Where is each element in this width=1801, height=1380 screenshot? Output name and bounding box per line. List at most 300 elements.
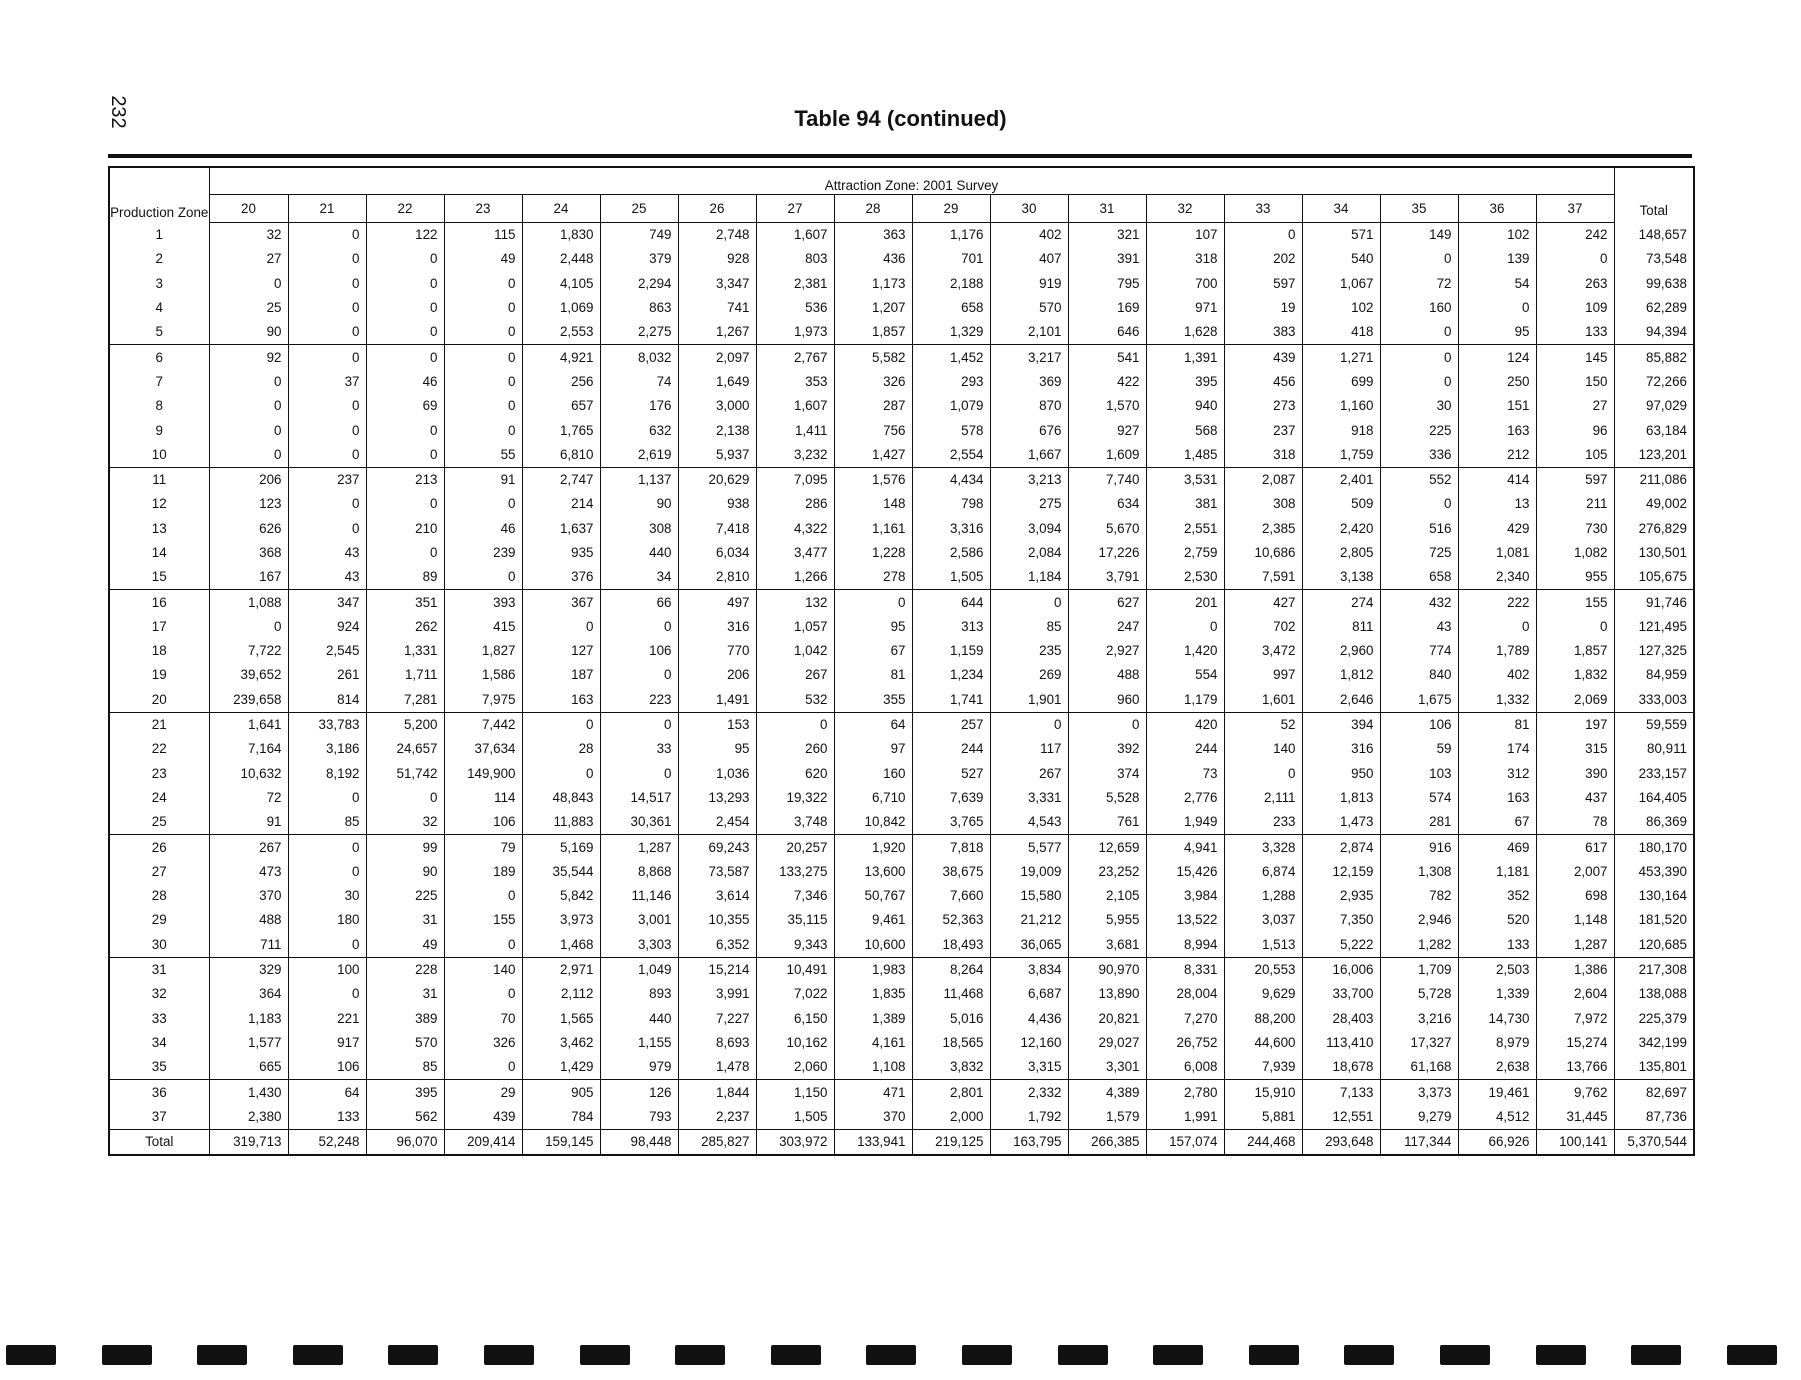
- value-cell: 532: [756, 688, 834, 713]
- value-cell: 106: [600, 639, 678, 663]
- value-cell: 107: [1146, 223, 1224, 248]
- value-cell: 97: [834, 737, 912, 761]
- total-cell: 100,141: [1536, 1129, 1614, 1155]
- value-cell: 4,543: [990, 810, 1068, 835]
- value-cell: 145: [1536, 345, 1614, 370]
- value-cell: 5,016: [912, 1007, 990, 1031]
- value-cell: 469: [1458, 835, 1536, 860]
- value-cell: 11,146: [600, 884, 678, 908]
- production-zone-cell: 36: [109, 1080, 209, 1105]
- production-zone-cell: 12: [109, 492, 209, 516]
- value-cell: 1,183: [209, 1007, 288, 1031]
- production-zone-cell: 11: [109, 467, 209, 492]
- production-zone-cell: 32: [109, 982, 209, 1006]
- value-cell: 473: [209, 860, 288, 884]
- value-cell: 562: [366, 1105, 444, 1130]
- value-cell: 1,983: [834, 957, 912, 982]
- value-cell: 49: [444, 247, 522, 271]
- value-cell: 597: [1536, 467, 1614, 492]
- value-cell: 318: [1224, 443, 1302, 468]
- value-cell: 2,380: [209, 1105, 288, 1130]
- total-cell: 219,125: [912, 1129, 990, 1155]
- value-cell: 1,079: [912, 394, 990, 418]
- value-cell: 4,436: [990, 1007, 1068, 1031]
- value-cell: 123: [209, 492, 288, 516]
- value-cell: 2,554: [912, 443, 990, 468]
- value-cell: 95: [1458, 320, 1536, 345]
- value-cell: 155: [444, 908, 522, 932]
- table-row: [109, 370, 1694, 394]
- value-cell: 9,762: [1536, 1080, 1614, 1105]
- value-cell: 0: [366, 418, 444, 442]
- value-cell: 99,638: [1614, 272, 1694, 296]
- value-cell: 2,551: [1146, 517, 1224, 541]
- value-cell: 2,805: [1302, 541, 1380, 565]
- value-cell: 81: [834, 663, 912, 687]
- value-cell: 235: [990, 639, 1068, 663]
- value-cell: 267: [756, 663, 834, 687]
- value-cell: 2,087: [1224, 467, 1302, 492]
- value-cell: 61,168: [1380, 1055, 1458, 1080]
- value-cell: 122: [366, 223, 444, 248]
- value-cell: 151: [1458, 394, 1536, 418]
- production-zone-cell: 22: [109, 737, 209, 761]
- value-cell: 217,308: [1614, 957, 1694, 982]
- value-cell: 0: [1458, 296, 1536, 320]
- value-cell: 59,559: [1614, 712, 1694, 737]
- value-cell: 10,632: [209, 762, 288, 786]
- production-zone-cell: 30: [109, 933, 209, 958]
- value-cell: 50,767: [834, 884, 912, 908]
- binding-hole: [6, 1345, 56, 1365]
- value-cell: 2,946: [1380, 908, 1458, 932]
- value-cell: 389: [366, 1007, 444, 1031]
- production-zone-cell: 14: [109, 541, 209, 565]
- value-cell: 0: [444, 933, 522, 958]
- value-cell: 8,331: [1146, 957, 1224, 982]
- value-cell: 347: [288, 590, 366, 615]
- value-cell: 73,548: [1614, 247, 1694, 271]
- value-cell: 437: [1536, 786, 1614, 810]
- value-cell: 5,577: [990, 835, 1068, 860]
- value-cell: 6,034: [678, 541, 756, 565]
- table-row: [109, 957, 1694, 982]
- value-cell: 308: [1224, 492, 1302, 516]
- value-cell: 427: [1224, 590, 1302, 615]
- value-cell: 3,037: [1224, 908, 1302, 932]
- value-cell: 0: [522, 615, 600, 639]
- value-cell: 0: [288, 492, 366, 516]
- value-cell: 3,328: [1224, 835, 1302, 860]
- value-cell: 59: [1380, 737, 1458, 761]
- value-cell: 28,403: [1302, 1007, 1380, 1031]
- value-cell: 2,553: [522, 320, 600, 345]
- binding-hole: [1344, 1345, 1394, 1365]
- value-cell: 43: [288, 565, 366, 590]
- table-row: [109, 639, 1694, 663]
- value-cell: 16,006: [1302, 957, 1380, 982]
- production-zone-cell: 8: [109, 394, 209, 418]
- value-cell: 163: [1458, 418, 1536, 442]
- value-cell: 5,582: [834, 345, 912, 370]
- value-cell: 26,752: [1146, 1031, 1224, 1055]
- value-cell: 25: [209, 296, 288, 320]
- value-cell: 38,675: [912, 860, 990, 884]
- total-cell: 52,248: [288, 1129, 366, 1155]
- table-row: [109, 1055, 1694, 1080]
- value-cell: 315: [1536, 737, 1614, 761]
- value-cell: 31: [366, 908, 444, 932]
- value-cell: 552: [1380, 467, 1458, 492]
- value-cell: 8,192: [288, 762, 366, 786]
- value-cell: 0: [209, 370, 288, 394]
- value-cell: 20,553: [1224, 957, 1302, 982]
- value-cell: 863: [600, 296, 678, 320]
- total-cell: 5,370,544: [1614, 1129, 1694, 1155]
- value-cell: 439: [444, 1105, 522, 1130]
- value-cell: 88,200: [1224, 1007, 1302, 1031]
- value-cell: 0: [209, 615, 288, 639]
- binding-hole: [1153, 1345, 1203, 1365]
- value-cell: 100: [288, 957, 366, 982]
- production-zone-cell: 18: [109, 639, 209, 663]
- value-cell: 0: [288, 933, 366, 958]
- value-cell: 95: [678, 737, 756, 761]
- value-cell: 33,700: [1302, 982, 1380, 1006]
- value-cell: 536: [756, 296, 834, 320]
- value-cell: 368: [209, 541, 288, 565]
- value-cell: 0: [522, 762, 600, 786]
- value-cell: 99: [366, 835, 444, 860]
- value-cell: 1,266: [756, 565, 834, 590]
- total-cell: 209,414: [444, 1129, 522, 1155]
- value-cell: 109: [1536, 296, 1614, 320]
- value-cell: 1,711: [366, 663, 444, 687]
- value-cell: 2,448: [522, 247, 600, 271]
- value-cell: 336: [1380, 443, 1458, 468]
- value-cell: 233,157: [1614, 762, 1694, 786]
- value-cell: 415: [444, 615, 522, 639]
- value-cell: 7,418: [678, 517, 756, 541]
- value-cell: 918: [1302, 418, 1380, 442]
- value-cell: 17,327: [1380, 1031, 1458, 1055]
- value-cell: 2,748: [678, 223, 756, 248]
- value-cell: 702: [1224, 615, 1302, 639]
- value-cell: 6,874: [1224, 860, 1302, 884]
- value-cell: 3,748: [756, 810, 834, 835]
- value-cell: 701: [912, 247, 990, 271]
- value-cell: 488: [1068, 663, 1146, 687]
- value-cell: 1,082: [1536, 541, 1614, 565]
- value-cell: 27: [1536, 394, 1614, 418]
- attraction-zone-header: Attraction Zone: 2001 Survey: [209, 167, 1614, 195]
- value-cell: 1,271: [1302, 345, 1380, 370]
- value-cell: 2,646: [1302, 688, 1380, 713]
- value-cell: 0: [444, 982, 522, 1006]
- value-cell: 225: [366, 884, 444, 908]
- table-row: [109, 1007, 1694, 1031]
- value-cell: 2,105: [1068, 884, 1146, 908]
- value-cell: 120,685: [1614, 933, 1694, 958]
- value-cell: 9,279: [1380, 1105, 1458, 1130]
- table-row: [109, 663, 1694, 687]
- production-zone-cell: 17: [109, 615, 209, 639]
- value-cell: 1,505: [756, 1105, 834, 1130]
- total-cell: 159,145: [522, 1129, 600, 1155]
- value-cell: 62,289: [1614, 296, 1694, 320]
- value-cell: 1,628: [1146, 320, 1224, 345]
- value-cell: 127,325: [1614, 639, 1694, 663]
- binding-hole: [1536, 1345, 1586, 1365]
- value-cell: 2,927: [1068, 639, 1146, 663]
- value-cell: 106: [288, 1055, 366, 1080]
- value-cell: 95: [834, 615, 912, 639]
- value-cell: 0: [1536, 615, 1614, 639]
- value-cell: 96: [1536, 418, 1614, 442]
- value-cell: 64: [834, 712, 912, 737]
- value-cell: 213: [366, 467, 444, 492]
- value-cell: 0: [288, 860, 366, 884]
- value-cell: 2,000: [912, 1105, 990, 1130]
- value-cell: 15,426: [1146, 860, 1224, 884]
- value-cell: 6,710: [834, 786, 912, 810]
- value-cell: 646: [1068, 320, 1146, 345]
- value-cell: 938: [678, 492, 756, 516]
- value-cell: 3,001: [600, 908, 678, 932]
- value-cell: 3,462: [522, 1031, 600, 1055]
- binding-hole: [388, 1345, 438, 1365]
- binding-holes: [0, 1345, 1801, 1367]
- value-cell: 0: [366, 320, 444, 345]
- value-cell: 1,108: [834, 1055, 912, 1080]
- value-cell: 18,678: [1302, 1055, 1380, 1080]
- value-cell: 0: [288, 394, 366, 418]
- value-cell: 1,159: [912, 639, 990, 663]
- value-cell: 8,868: [600, 860, 678, 884]
- production-zone-cell: 23: [109, 762, 209, 786]
- value-cell: 2,188: [912, 272, 990, 296]
- value-cell: 0: [1536, 247, 1614, 271]
- value-cell: 7,740: [1068, 467, 1146, 492]
- value-cell: 24,657: [366, 737, 444, 761]
- value-cell: 210: [366, 517, 444, 541]
- value-cell: 127: [522, 639, 600, 663]
- value-cell: 2,971: [522, 957, 600, 982]
- value-cell: 17,226: [1068, 541, 1146, 565]
- value-cell: 0: [600, 615, 678, 639]
- value-cell: 620: [756, 762, 834, 786]
- value-cell: 1,920: [834, 835, 912, 860]
- binding-hole: [293, 1345, 343, 1365]
- value-cell: 12,551: [1302, 1105, 1380, 1130]
- total-cell: 66,926: [1458, 1129, 1536, 1155]
- table-row: [109, 418, 1694, 442]
- value-cell: 63,184: [1614, 418, 1694, 442]
- value-cell: 8,264: [912, 957, 990, 982]
- total-cell: 266,385: [1068, 1129, 1146, 1155]
- value-cell: 4,322: [756, 517, 834, 541]
- value-cell: 1,565: [522, 1007, 600, 1031]
- value-cell: 13,522: [1146, 908, 1224, 932]
- value-cell: 0: [444, 884, 522, 908]
- value-cell: 149: [1380, 223, 1458, 248]
- value-cell: 163: [1458, 786, 1536, 810]
- value-cell: 4,921: [522, 345, 600, 370]
- value-cell: 1,042: [756, 639, 834, 663]
- value-cell: 2,935: [1302, 884, 1380, 908]
- value-cell: 2,586: [912, 541, 990, 565]
- production-zone-cell: 1: [109, 223, 209, 248]
- table-row: [109, 860, 1694, 884]
- value-cell: 228: [366, 957, 444, 982]
- value-cell: 1,832: [1536, 663, 1614, 687]
- value-cell: 6,352: [678, 933, 756, 958]
- value-cell: 32: [366, 810, 444, 835]
- value-cell: 2,810: [678, 565, 756, 590]
- value-cell: 316: [1302, 737, 1380, 761]
- value-cell: 1,949: [1146, 810, 1224, 835]
- col-header-29: 29: [912, 195, 990, 223]
- value-cell: 91: [209, 810, 288, 835]
- value-cell: 6,150: [756, 1007, 834, 1031]
- value-cell: 82,697: [1614, 1080, 1694, 1105]
- value-cell: 225,379: [1614, 1007, 1694, 1031]
- production-zone-cell: 31: [109, 957, 209, 982]
- col-header-33: 33: [1224, 195, 1302, 223]
- value-cell: 39,652: [209, 663, 288, 687]
- value-cell: 950: [1302, 762, 1380, 786]
- value-cell: 2,097: [678, 345, 756, 370]
- value-cell: 0: [366, 541, 444, 565]
- value-cell: 7,095: [756, 467, 834, 492]
- value-cell: 390: [1536, 762, 1614, 786]
- value-cell: 0: [444, 370, 522, 394]
- value-cell: 1,150: [756, 1080, 834, 1105]
- value-cell: 774: [1380, 639, 1458, 663]
- value-cell: 1,234: [912, 663, 990, 687]
- value-cell: 1,827: [444, 639, 522, 663]
- total-cell: 319,713: [209, 1129, 288, 1155]
- production-zone-cell: 37: [109, 1105, 209, 1130]
- production-zone-cell: 19: [109, 663, 209, 687]
- value-cell: 206: [678, 663, 756, 687]
- value-cell: 43: [1380, 615, 1458, 639]
- value-cell: 244: [912, 737, 990, 761]
- total-cell: 163,795: [990, 1129, 1068, 1155]
- value-cell: 33,783: [288, 712, 366, 737]
- value-cell: 5,670: [1068, 517, 1146, 541]
- value-cell: 148,657: [1614, 223, 1694, 248]
- value-cell: 1,505: [912, 565, 990, 590]
- value-cell: 979: [600, 1055, 678, 1080]
- col-header-32: 32: [1146, 195, 1224, 223]
- table-row: [109, 615, 1694, 639]
- value-cell: 2,960: [1302, 639, 1380, 663]
- value-cell: 160: [834, 762, 912, 786]
- total-cell: 96,070: [366, 1129, 444, 1155]
- value-cell: 1,288: [1224, 884, 1302, 908]
- value-cell: 0: [444, 565, 522, 590]
- value-cell: 2,112: [522, 982, 600, 1006]
- value-cell: 5,222: [1302, 933, 1380, 958]
- value-cell: 798: [912, 492, 990, 516]
- value-cell: 221: [288, 1007, 366, 1031]
- value-cell: 395: [366, 1080, 444, 1105]
- value-cell: 90: [366, 860, 444, 884]
- production-zone-cell: 35: [109, 1055, 209, 1080]
- value-cell: 3,186: [288, 737, 366, 761]
- value-cell: 1,067: [1302, 272, 1380, 296]
- value-cell: 383: [1224, 320, 1302, 345]
- value-cell: 10,842: [834, 810, 912, 835]
- value-cell: 19: [1224, 296, 1302, 320]
- value-cell: 2,101: [990, 320, 1068, 345]
- value-cell: 955: [1536, 565, 1614, 590]
- value-cell: 725: [1380, 541, 1458, 565]
- value-cell: 212: [1458, 443, 1536, 468]
- value-cell: 730: [1536, 517, 1614, 541]
- value-cell: 935: [522, 541, 600, 565]
- value-cell: 782: [1380, 884, 1458, 908]
- value-cell: 55: [444, 443, 522, 468]
- value-cell: 7,164: [209, 737, 288, 761]
- value-cell: 1,792: [990, 1105, 1068, 1130]
- value-cell: 1,207: [834, 296, 912, 320]
- table-row: [109, 884, 1694, 908]
- value-cell: 130,501: [1614, 541, 1694, 565]
- value-cell: 105: [1536, 443, 1614, 468]
- value-cell: 1,835: [834, 982, 912, 1006]
- value-cell: 85,882: [1614, 345, 1694, 370]
- value-cell: 3,213: [990, 467, 1068, 492]
- value-cell: 21,212: [990, 908, 1068, 932]
- value-cell: 352: [1458, 884, 1536, 908]
- value-cell: 52: [1224, 712, 1302, 737]
- production-zone-cell: 7: [109, 370, 209, 394]
- value-cell: 7,975: [444, 688, 522, 713]
- value-cell: 89: [366, 565, 444, 590]
- value-cell: 2,332: [990, 1080, 1068, 1105]
- value-cell: 14,730: [1458, 1007, 1536, 1031]
- value-cell: 187: [522, 663, 600, 687]
- value-cell: 31,445: [1536, 1105, 1614, 1130]
- production-zone-cell: 2: [109, 247, 209, 271]
- table-row: [109, 443, 1694, 468]
- value-cell: 0: [288, 517, 366, 541]
- value-cell: 102: [1458, 223, 1536, 248]
- value-cell: 355: [834, 688, 912, 713]
- value-cell: 2,420: [1302, 517, 1380, 541]
- value-cell: 2,801: [912, 1080, 990, 1105]
- value-cell: 15,214: [678, 957, 756, 982]
- value-cell: 1,609: [1068, 443, 1146, 468]
- value-cell: 28,004: [1146, 982, 1224, 1006]
- value-cell: 1,148: [1536, 908, 1614, 932]
- value-cell: 1,161: [834, 517, 912, 541]
- value-cell: 3,000: [678, 394, 756, 418]
- table-row: [109, 786, 1694, 810]
- value-cell: 1,601: [1224, 688, 1302, 713]
- value-cell: 8,994: [1146, 933, 1224, 958]
- value-cell: 202: [1224, 247, 1302, 271]
- value-cell: 527: [912, 762, 990, 786]
- value-cell: 13,766: [1536, 1055, 1614, 1080]
- value-cell: 7,939: [1224, 1055, 1302, 1080]
- value-cell: 1,339: [1458, 982, 1536, 1006]
- value-cell: 570: [990, 296, 1068, 320]
- title-rule: [108, 154, 1692, 158]
- value-cell: 3,216: [1380, 1007, 1458, 1031]
